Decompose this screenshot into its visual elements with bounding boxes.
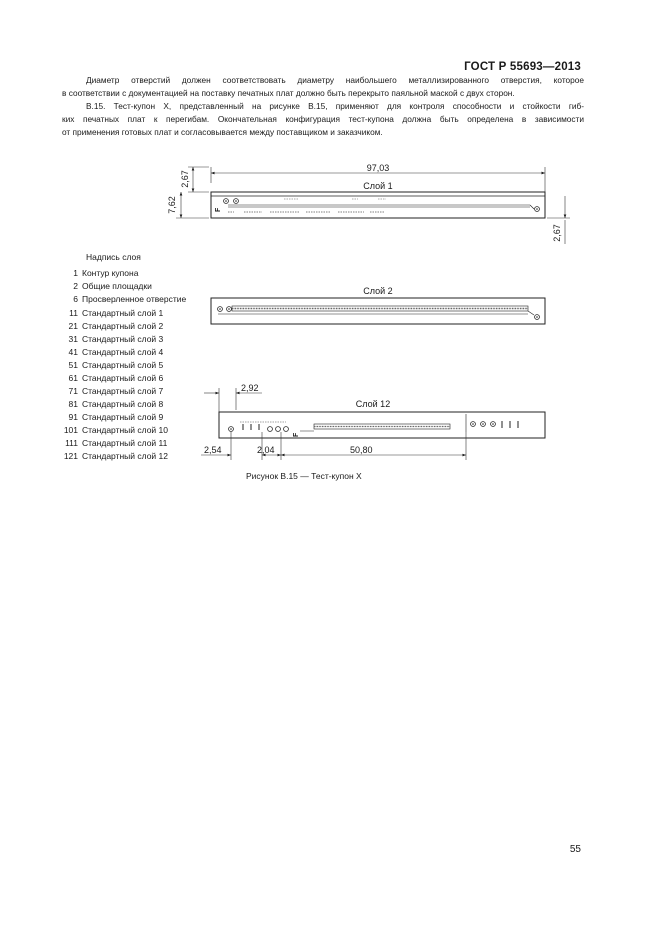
text-line-3: В.15. Тест-купон X, представленный на рисунке В.15, применяют для контроля способности и стойкости гиб- — [86, 101, 584, 111]
legend-item: 2 Общие площадки — [73, 281, 152, 291]
text-line-1: Диаметр отверстий должен соответствовать диаметру наибольшего металлизированного отверстия, которое — [86, 75, 584, 85]
legend-item: 71 Стандартный слой 7 — [68, 386, 164, 396]
legend-item: 61 Стандартный слой 6 — [68, 373, 164, 383]
marker-f-1: F — [215, 207, 222, 212]
layer-1-title: Слой 1 — [363, 181, 393, 191]
dim-height: 7,62 — [167, 196, 177, 214]
layer-12-title: Слой 12 — [355, 399, 391, 409]
marker-f-12: F — [293, 432, 300, 437]
legend-item: 81 Стандартный слой 8 — [68, 399, 164, 409]
legend-item: 121 Стандартный слой 12 — [63, 451, 168, 461]
legend-item: 41 Стандартный слой 4 — [68, 347, 164, 357]
legend-item: 91 Стандартный слой 9 — [68, 412, 164, 422]
legend-item: 1 Контур купона — [73, 268, 139, 278]
dim-span: 50,80 — [350, 445, 373, 455]
legend-item: 51 Стандартный слой 5 — [68, 360, 164, 370]
dim-pitch: 2,04 — [257, 445, 275, 455]
legend-item: 21 Стандартный слой 2 — [68, 321, 164, 331]
text-line-4: ких печатных плат к перегибам. Окончательная конфигурация тест-купона должна быть определена в зависимости — [62, 114, 584, 124]
legend-item: 6 Просверленное отверстие — [73, 294, 187, 304]
figure-caption: Рисунок В.15 — Тест-купон X — [246, 471, 362, 481]
dim-edge-top: 2,67 — [180, 170, 190, 188]
layer-2-drawing — [211, 286, 545, 324]
legend-item: 31 Стандартный слой 3 — [68, 334, 164, 344]
layer-12-drawing — [201, 383, 545, 460]
text-line-5: от применения готовых плат и согласовывается между поставщиком и заказчиком. — [62, 127, 383, 137]
dim-offset: 2,92 — [241, 383, 259, 393]
page-number: 55 — [569, 844, 581, 855]
legend-title: Надпись слоя — [86, 252, 141, 262]
legend-item: 101 Стандартный слой 10 — [63, 425, 168, 435]
dim-left-margin: 2,54 — [204, 445, 222, 455]
legend-item: 111 Стандартный слой 11 — [65, 438, 168, 448]
dim-edge-bottom: 2,67 — [552, 224, 562, 242]
document-code: ГОСТ Р 55693—2013 — [464, 61, 581, 73]
layer-2-title: Слой 2 — [363, 286, 393, 296]
layer-1-drawing — [167, 163, 570, 244]
text-line-2: в соответствии с документацией на поставку печатных плат должно быть перекрыто паяльной маской с двух сторон. — [62, 88, 515, 98]
legend-item: 11 Стандартный слой 1 — [69, 308, 164, 318]
dim-length: 97,03 — [366, 163, 390, 173]
